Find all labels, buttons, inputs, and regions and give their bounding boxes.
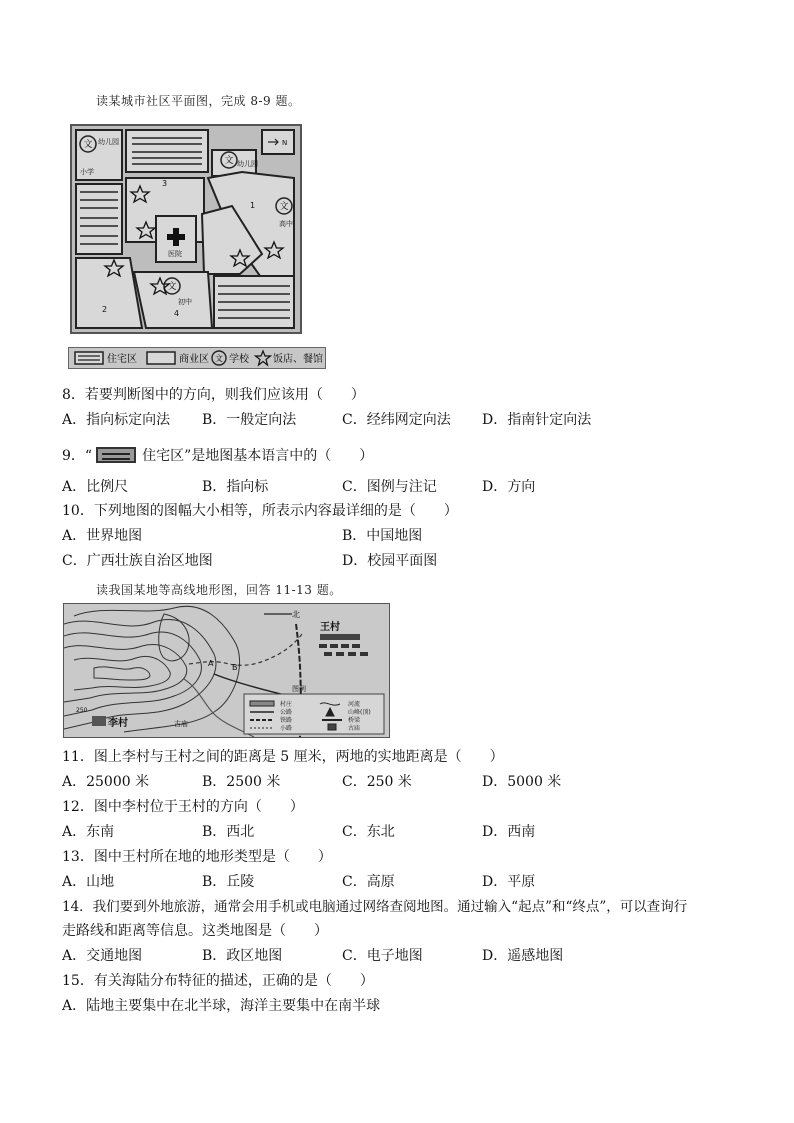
q11-option-a[interactable]: A．25000 米 <box>62 774 150 790</box>
school-glyph: 文 <box>167 282 177 292</box>
q10-option-d[interactable]: D．校园平面图 <box>342 553 438 569</box>
q12-option-d[interactable]: D．西南 <box>482 824 536 840</box>
tomb-label: 古庙 <box>174 720 188 728</box>
temple-legend-icon <box>328 724 336 730</box>
q12-option-b[interactable]: B．西北 <box>202 824 255 840</box>
q13-option-b[interactable]: B．丘陵 <box>202 874 255 890</box>
q11-option-c[interactable]: C．250 米 <box>342 774 412 790</box>
q10-option-c[interactable]: C．广西壮族自治区地图 <box>62 553 213 569</box>
question-12-stem: 12．图中李村位于王村的方向（ ） <box>62 799 304 815</box>
q14-option-d[interactable]: D．遥感地图 <box>482 948 564 964</box>
q14-option-a[interactable]: A．交通地图 <box>62 948 143 964</box>
block-4-label: 4 <box>174 309 180 318</box>
question-13-stem: 13．图中王村所在地的地形类型是（ ） <box>62 849 332 865</box>
q8-option-a[interactable]: A．指向标定向法 <box>62 412 171 428</box>
question-15-stem: 15．有关海陆分布特征的描述，正确的是（ ） <box>62 973 374 989</box>
middle-school-label: 初中 <box>178 298 192 306</box>
commercial-legend-icon <box>147 352 175 364</box>
legend-ancient-temple: 古庙 <box>348 725 361 732</box>
north-arrow-label: N <box>282 139 288 147</box>
school-glyph: 文 <box>224 156 234 166</box>
kindergarten-b-label: 幼儿园 <box>237 160 258 168</box>
block-residential-top <box>126 130 208 172</box>
question-9-stem <box>62 447 373 465</box>
legend-village: 村庄 <box>280 701 293 708</box>
question-10-stem: 10．下列地图的图幅大小相等，所表示内容最详细的是（ ） <box>62 503 458 519</box>
school-glyph: 文 <box>215 354 223 363</box>
q8-option-d[interactable]: D．指南针定向法 <box>482 412 592 428</box>
intro-q11-13: 读我国某地等高线地形图，回答 11-13 题。 <box>96 583 342 597</box>
legend-road: 公路 <box>280 709 293 716</box>
legend-river: 河流 <box>348 701 361 708</box>
legend-school-label: 学校 <box>229 354 249 365</box>
block-4 <box>134 272 212 328</box>
q9-stem-prefix: 9．“ <box>62 448 93 464</box>
q8-option-b[interactable]: B．一般定向法 <box>202 412 297 428</box>
point-a-label: A <box>208 659 214 668</box>
q13-option-d[interactable]: D．平原 <box>482 874 536 890</box>
question-8-stem: 8．若要判断图中的方向，则我们应该用（ ） <box>62 387 365 403</box>
path-line <box>189 634 302 665</box>
legend-restaurant-label: 饭店、餐馆 <box>273 354 323 365</box>
q9-option-a[interactable]: A．比例尺 <box>62 479 129 495</box>
legend-railway: 铁路 <box>280 717 293 724</box>
point-b-label: B <box>232 663 238 672</box>
q11-option-d[interactable]: D．5000 米 <box>482 774 562 790</box>
q13-option-c[interactable]: C．高原 <box>342 874 395 890</box>
legend-title: 图例 <box>292 685 306 693</box>
contour-map-svg <box>64 604 389 737</box>
q10-option-a[interactable]: A．世界地图 <box>62 528 143 544</box>
residential-symbol-icon <box>96 447 136 463</box>
q9-stem-suffix: 住宅区”是地图基本语言中的（ ） <box>142 448 374 464</box>
legend-residential-label: 住宅区 <box>107 354 137 365</box>
block-2-label: 2 <box>102 305 108 314</box>
q9-option-b[interactable]: B．指向标 <box>202 479 269 495</box>
legend-svg <box>69 348 325 368</box>
residential-legend-icon <box>75 352 103 364</box>
q9-option-d[interactable]: D．方向 <box>482 479 536 495</box>
community-map-legend <box>68 347 326 369</box>
contour-map <box>63 603 390 738</box>
q8-option-c[interactable]: C．经纬网定向法 <box>342 412 451 428</box>
primary-school-label: 小学 <box>80 168 94 176</box>
q12-option-c[interactable]: C．东北 <box>342 824 395 840</box>
kindergarten-a-label: 幼儿园 <box>98 138 119 146</box>
block-3-label: 3 <box>162 179 168 188</box>
wang-village-label: 王村 <box>320 622 340 633</box>
community-plan-svg <box>72 126 300 332</box>
block-1-label: 1 <box>250 201 256 210</box>
legend-commercial-label: 商业区 <box>179 354 209 365</box>
school-glyph: 文 <box>83 140 93 150</box>
legend-path: 小路 <box>280 725 293 732</box>
q12-option-a[interactable]: A．东南 <box>62 824 115 840</box>
high-school-label: 高中 <box>279 220 293 228</box>
q9-option-c[interactable]: C．图例与注记 <box>342 479 437 495</box>
question-14-stem-line2: 走路线和距离等信息。这类地图是（ ） <box>62 923 328 939</box>
north-label: 北 <box>292 610 300 619</box>
legend-peak: 山峰(顶) <box>348 709 371 716</box>
contour-250-label: 250 <box>76 707 88 714</box>
intro-q8-9: 读某城市社区平面图，完成 8-9 题。 <box>96 94 301 108</box>
q14-option-c[interactable]: C．电子地图 <box>342 948 423 964</box>
restaurant-legend-star-icon <box>256 351 271 365</box>
q14-option-b[interactable]: B．政区地图 <box>202 948 283 964</box>
question-11-stem: 11．图上李村与王村之间的距离是 5 厘米，两地的实地距离是（ ） <box>62 749 504 765</box>
question-14-stem-line1: 14．我们要到外地旅游，通常会用手机或电脑通过网络查阅地图。通过输入“起点”和“终点”，可以查询行 <box>62 899 688 915</box>
school-glyph: 文 <box>279 202 289 212</box>
legend-bridge: 桥梁 <box>348 717 361 724</box>
li-village-label: 李村 <box>108 718 128 729</box>
q10-option-b[interactable]: B．中国地图 <box>342 528 423 544</box>
hospital-label: 医院 <box>168 250 182 258</box>
wang-village-block <box>320 634 360 640</box>
li-village-block <box>92 716 106 726</box>
q15-option-a[interactable]: A．陆地主要集中在北半球，海洋主要集中在南半球 <box>62 998 381 1014</box>
community-plan-map <box>70 124 302 334</box>
q11-option-b[interactable]: B．2500 米 <box>202 774 281 790</box>
q13-option-a[interactable]: A．山地 <box>62 874 115 890</box>
